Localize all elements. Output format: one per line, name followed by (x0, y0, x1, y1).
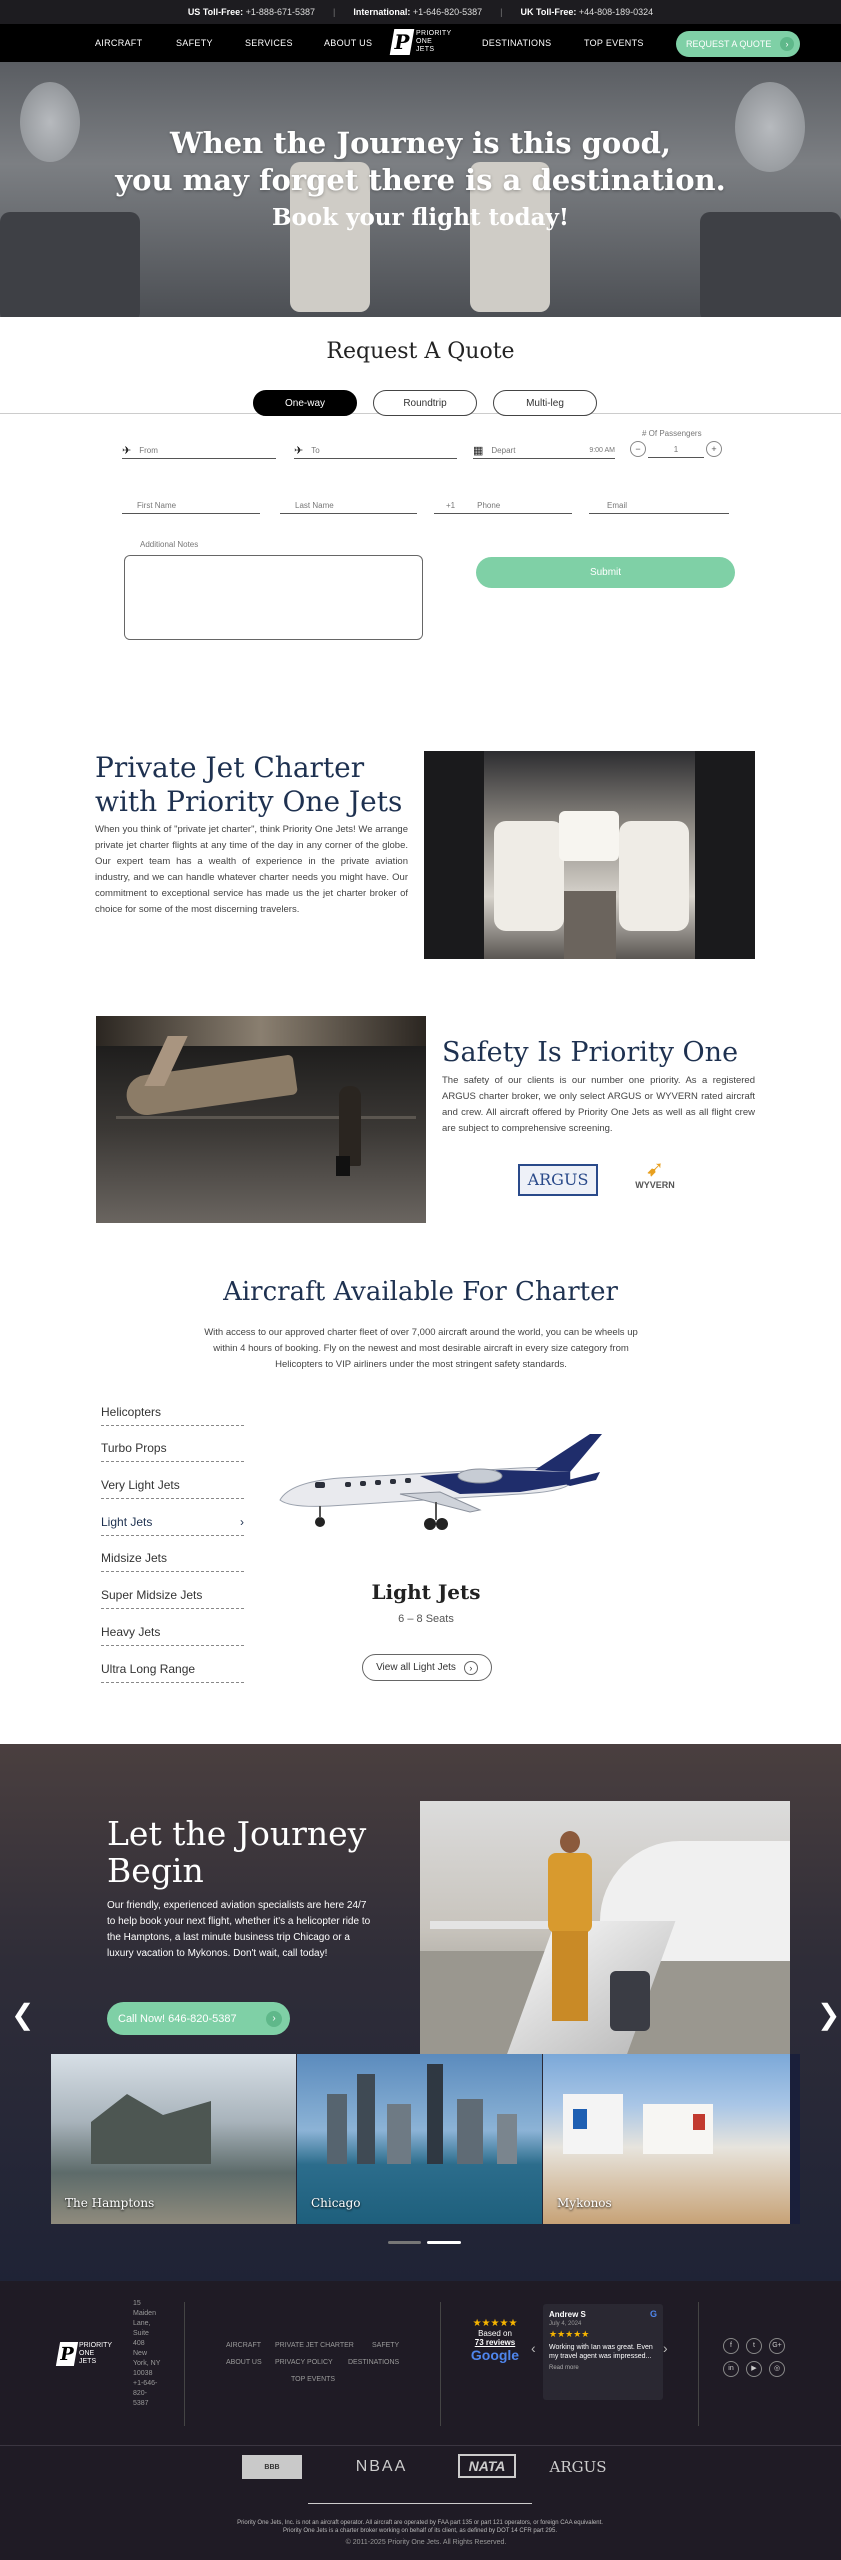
chevron-right-icon: › (240, 1514, 244, 1529)
chevron-right-icon: › (266, 2011, 282, 2027)
slider-next-arrow-icon[interactable]: ❯ (817, 1999, 841, 2030)
trip-multi-leg[interactable]: Multi-leg (493, 390, 597, 416)
nav-about-us[interactable]: ABOUT US (324, 38, 373, 48)
uk-phone[interactable]: UK Toll-Free: +44-808-189-0324 (520, 7, 654, 17)
hero-heading: When the Journey is this good, you may forget there is a destination. (115, 126, 726, 197)
footer-link-destinations[interactable]: DESTINATIONS (348, 2359, 400, 2366)
aircraft-cat-midsize-jets[interactable]: Midsize Jets (101, 1544, 244, 1572)
destination-hamptons[interactable]: The Hamptons (51, 2054, 296, 2224)
argus-logo: ARGUS (518, 1164, 598, 1196)
google-plus-icon[interactable]: G+ (769, 2338, 785, 2354)
selected-aircraft-name: Light Jets (371, 1580, 481, 1604)
footer-logo[interactable]: P PRIORITY ONE JETS (58, 2342, 112, 2366)
passengers-decrease-button[interactable]: − (630, 441, 646, 457)
linkedin-icon[interactable]: in (723, 2361, 739, 2377)
nbaa-badge: NBAA (355, 2458, 408, 2475)
aircraft-cat-light-jets[interactable]: Light Jets › (101, 1508, 244, 1536)
passengers-input[interactable]: 1 (648, 442, 704, 458)
notes-textarea[interactable] (124, 555, 423, 640)
slider-dot-active[interactable] (427, 2241, 461, 2244)
divider (184, 2302, 185, 2426)
safety-heading: Safety Is Priority One (442, 1037, 739, 1068)
depart-field[interactable]: ▦ Depart 9:00 AM (473, 445, 615, 457)
facebook-icon[interactable]: f (723, 2338, 739, 2354)
reviewer-name: Andrew S (549, 2310, 586, 2319)
jet-interior-photo (424, 751, 755, 959)
aircraft-cat-heavy-jets[interactable]: Heavy Jets (101, 1618, 244, 1646)
reviews-prev-icon[interactable]: ‹ (531, 2340, 536, 2356)
journey-heading: Let the Journey Begin (107, 1814, 367, 1890)
wyvern-wing-icon: ➹ (645, 1156, 665, 1181)
first-name-field[interactable]: First Name (122, 498, 260, 514)
footer-link-privacy-policy[interactable]: PRIVACY POLICY (275, 2359, 333, 2366)
charter-heading: Private Jet Charter with Priority One Jets (95, 751, 403, 818)
review-stars: ★★★★★ (549, 2329, 590, 2339)
footer-link-safety[interactable]: SAFETY (372, 2342, 400, 2349)
instagram-icon[interactable]: ◎ (769, 2361, 785, 2377)
calendar-icon: ▦ (473, 445, 484, 457)
depart-time: 9:00 AM (589, 447, 615, 454)
divider (698, 2302, 699, 2426)
divider (440, 2302, 441, 2426)
footer-link-private-jet-charter[interactable]: PRIVATE JET CHARTER (275, 2342, 354, 2349)
footer-disclaimer: Priority One Jets, Inc. is not an aircraft operator. All aircraft are operated by FAA part 135 or part 121 operators, or foreign CAA equivalent. Priority One Jets is a charter broker working on behalf of its client, as defined by DOT 14 CFR part 295. (237, 2520, 603, 2534)
nav-aircraft[interactable]: AIRCRAFT (95, 38, 143, 48)
plane-takeoff-icon: ✈ (122, 445, 132, 457)
argus-badge: ARGUS (549, 2458, 607, 2476)
quote-title: Request A Quote (326, 339, 515, 364)
nata-badge: NATA (458, 2454, 516, 2478)
hero-banner (0, 62, 841, 317)
aircraft-cat-ultra-long-range[interactable]: Ultra Long Range (101, 1655, 244, 1683)
read-more-link[interactable]: Read more (549, 2365, 579, 2371)
copyright: © 2011-2025 Priority One Jets. All Rights Reserved. (345, 2539, 507, 2546)
passengers-label: # Of Passengers (642, 429, 702, 438)
trip-one-way[interactable]: One-way (253, 390, 357, 416)
destination-chicago[interactable]: Chicago (297, 2054, 542, 2224)
destination-mykonos[interactable]: Mykonos (543, 2054, 790, 2224)
google-g-icon: G (649, 2309, 657, 2319)
to-field[interactable]: ✈ To (294, 443, 457, 459)
hero-subheading: Book your flight today! (272, 204, 569, 231)
google-rating-summary: ★★★★★ Based on 73 reviews Google (460, 2318, 530, 2363)
last-name-field[interactable]: Last Name (280, 498, 417, 514)
chevron-right-icon: › (780, 37, 794, 51)
reviews-link[interactable]: 73 reviews (474, 2338, 516, 2347)
request-quote-button[interactable]: REQUEST A QUOTE › (676, 31, 800, 57)
nav-safety[interactable]: SAFETY (176, 38, 213, 48)
slider-prev-arrow-icon[interactable]: ❮ (11, 1999, 35, 2030)
aircraft-text: With access to our approved charter fleet of over 7,000 aircraft around the world, you can be wheels up within 4 hours of booking. Fly on the newest and most desirable aircraft in every size category from Helicopters to VIP airliners under the most stringent safety standards. (204, 1327, 638, 1370)
aircraft-heading: Aircraft Available For Charter (223, 1277, 618, 1307)
logo-mark-icon: P (390, 29, 415, 55)
footer-link-aircraft[interactable]: AIRCRAFT (226, 2342, 261, 2349)
site-logo[interactable]: P PRIORITY ONE JETS (392, 29, 451, 55)
review-card[interactable] (543, 2304, 663, 2400)
email-field[interactable]: Email (589, 498, 729, 514)
youtube-icon[interactable]: ▶ (746, 2361, 762, 2377)
phone-field[interactable]: +1 Phone (434, 498, 572, 514)
submit-button[interactable]: Submit (476, 557, 735, 588)
top-contact-bar: US Toll-Free: +1-888-671-5387 | International: +1-646-820-5387 | UK Toll-Free: +44-808-189-0324 (0, 0, 841, 24)
journey-text: Our friendly, experienced aviation specialists are here 24/7 to help book your next flight, whether it's a helicopter ride to the Hamptons, a last minute business trip Chicago or a luxury vacation to Mykonos. Don't wait, call today! (107, 1900, 371, 1959)
traveler-boarding-photo (420, 1801, 790, 2054)
jet-hangar-photo (96, 1016, 426, 1223)
review-text: Working with Ian was great. Even my travel agent was impressed... (549, 2344, 653, 2360)
footer-link-top-events[interactable]: TOP EVENTS (291, 2376, 336, 2383)
plane-landing-icon: ✈ (294, 445, 304, 457)
footer-link-about-us[interactable]: ABOUT US (226, 2359, 262, 2366)
bbb-badge: BBB (242, 2455, 302, 2479)
slider-dot[interactable] (388, 2241, 421, 2244)
notes-label: Additional Notes (140, 540, 199, 549)
aircraft-cat-helicopters[interactable]: Helicopters (101, 1398, 244, 1426)
review-date: July 4, 2024 (549, 2321, 582, 2327)
trip-roundtrip[interactable]: Roundtrip (373, 390, 477, 416)
call-now-button[interactable]: Call Now! 646-820-5387 › (107, 2002, 290, 2035)
aircraft-cat-super-midsize-jets[interactable]: Super Midsize Jets (101, 1581, 244, 1609)
nav-services[interactable]: SERVICES (245, 38, 293, 48)
google-logo: Google (470, 2347, 520, 2363)
passengers-increase-button[interactable]: + (706, 441, 722, 457)
us-phone[interactable]: US Toll-Free: +1-888-671-5387 (187, 7, 315, 17)
view-all-aircraft-button[interactable]: View all Light Jets › (362, 1654, 492, 1681)
from-field[interactable]: ✈ From (122, 443, 276, 459)
logo-mark-icon: P (56, 2342, 78, 2366)
divider (308, 2503, 532, 2504)
safety-text: The safety of our clients is our number one priority. As a registered ARGUS charter broker, we only select ARGUS or WYVERN rated aircraft and crew. All aircraft offered by Priority One Jets as well as all flight crew are subject to comprehensive screening. (442, 1075, 755, 1134)
footer-phone[interactable]: +1-646- 820- 5387 (133, 2380, 158, 2407)
chevron-right-icon: › (464, 1661, 478, 1675)
divider (0, 2445, 841, 2446)
rating-stars: ★★★★★ (472, 2318, 518, 2329)
reviews-next-icon[interactable]: › (663, 2340, 668, 2356)
light-jet-image (270, 1432, 605, 1542)
selected-aircraft-seats: 6 – 8 Seats (398, 1613, 454, 1625)
nav-destinations[interactable]: DESTINATIONS (482, 38, 552, 48)
aircraft-cat-turbo-props[interactable]: Turbo Props (101, 1434, 244, 1462)
footer-address: 15 Maiden Lane, Suite 408 New York, NY 10038 +1-646- 820- 5387 (133, 2300, 161, 2407)
intl-phone[interactable]: International: +1-646-820-5387 (353, 7, 483, 17)
twitter-icon[interactable]: t (746, 2338, 762, 2354)
charter-text: When you think of "private jet charter", think Priority One Jets! We arrange private jet charter flights at any time of the day in any corner of the globe. Our expert team has a wealth of experience in the private aviation industry, and we can handle whatever charter needs you might have. Our commitment to exceptional service has made us the jet charter broker of choice for some of the most discerning travelers. (95, 824, 408, 915)
wyvern-logo: ➹ WYVERN (630, 1158, 680, 1190)
aircraft-cat-very-light-jets[interactable]: Very Light Jets (101, 1471, 244, 1499)
nav-top-events[interactable]: TOP EVENTS (584, 38, 644, 48)
phone-country-code[interactable]: +1 (446, 501, 456, 510)
